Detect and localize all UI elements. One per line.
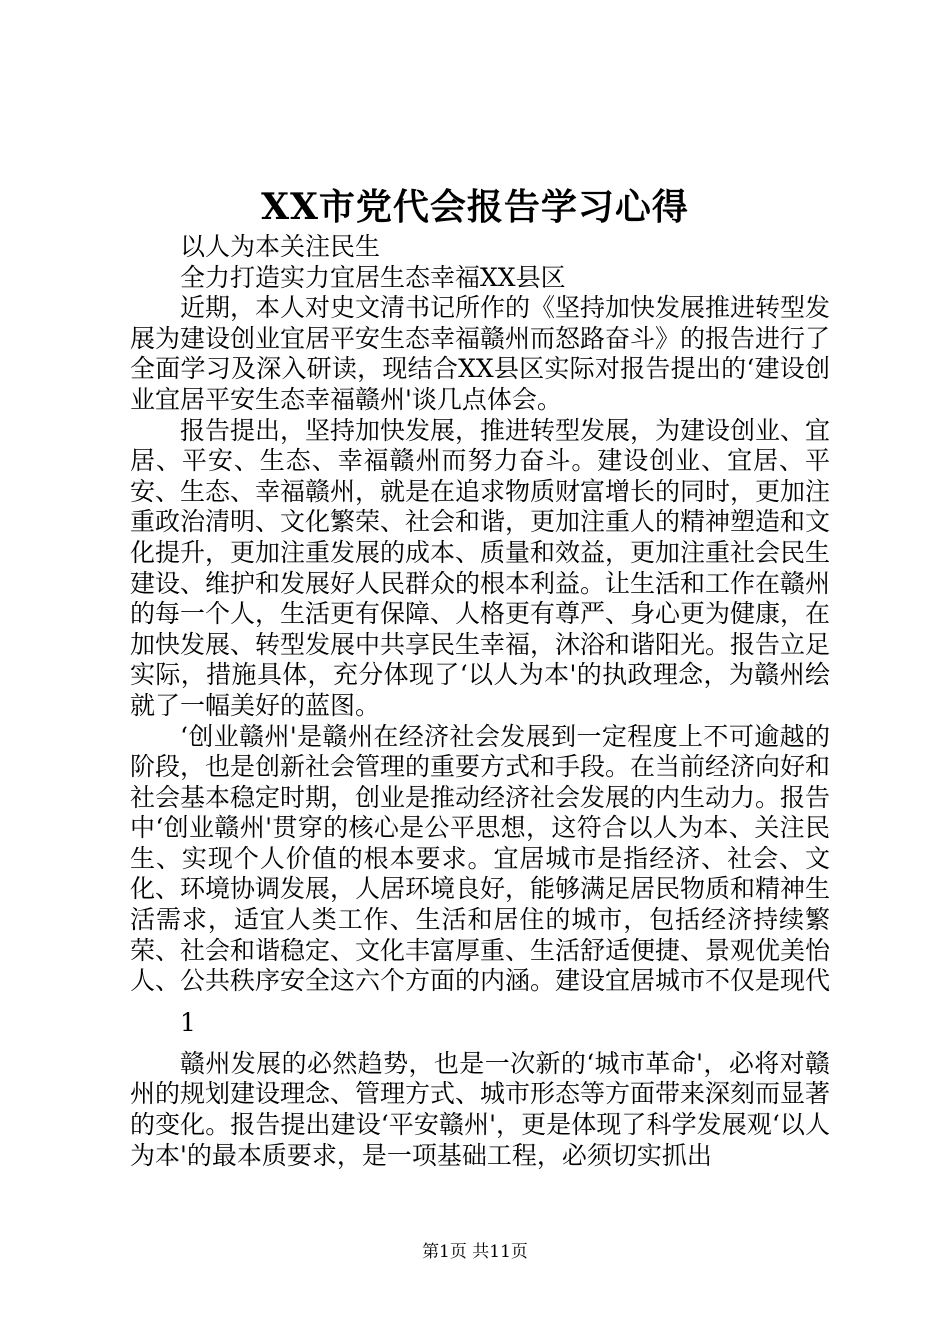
paragraph-2: 报告提出，坚持加快发展，推进转型发展，为建设创业、宜居、平安、生态、幸福赣州而努力奋斗。建设创业、宜居、平安、生态、幸福赣州，就是在追求物质财富增长的同时，更加注重政治清明、文化繁荣、社会和谐，更加注重人的精神塑造和文化提升，更加注重发展的成本、质量和效益，更加注重社会民生建设、维护和发展好人民群众的根本利益。让生活和工作在赣州的每一个人，生活更有保障、人格更有尊严、身心更为健康，在加快发展、转型发展中共享民生幸福，沐浴和谐阳光。报告立足实际，措施具体，充分体现了‘以人为本'的执政理念，为赣州绘就了一幅美好的蓝图。 bbox=[130, 415, 831, 720]
subtitle-line-2: 全力打造实力宜居生态幸福XX县区 bbox=[180, 262, 566, 292]
paragraph-4: 赣州发展的必然趋势，也是一次新的‘城市革命'，必将对赣州的规划建设理念、管理方式、城市形态等方面带来深刻而显著的变化。报告提出建设‘平安赣州'，更是体现了科学发展观‘以人为本'的最本质要求，是一项基础工程，必须切实抓出 bbox=[130, 1048, 831, 1170]
paragraph-3: ‘创业赣州'是赣州在经济社会发展到一定程度上不可逾越的阶段，也是创新社会管理的重要方式和手段。在当前经济向好和社会基本稳定时期，创业是推动经济社会发展的内生动力。报告中‘创业赣州'贯穿的核心是公平思想，这符合以人为本、关注民生、实现个人价值的根本要求。宜居城市是指经济、社会、文化、环境协调发展，人居环境良好，能够满足居民物质和精神生活需求，适宜人类工作、生活和居住的城市，包括经济持续繁荣、社会和谐稳定、文化丰富厚重、生活舒适便捷、景观优美怡人、公共秩序安全这六个方面的内涵。建设宜居城市不仅是现代 bbox=[130, 721, 831, 996]
page-footer: 第1页 共11页 bbox=[422, 1242, 528, 1262]
document-body bbox=[130, 232, 830, 1171]
paragraph-1: 近期，本人对史文清书记所作的《坚持加快发展推进转型发展为建设创业宜居平安生态幸福赣州而怒路奋斗》的报告进行了全面学习及深入研读，现结合XX县区实际对报告提出的‘建设创业宜居平安生态幸福赣州'谈几点体会。 bbox=[130, 293, 831, 414]
document-title: XX市党代会报告学习心得 bbox=[261, 186, 689, 228]
inline-page-number: 1 bbox=[180, 1007, 196, 1037]
subtitle-line-1: 以人为本关注民生 bbox=[180, 232, 381, 261]
